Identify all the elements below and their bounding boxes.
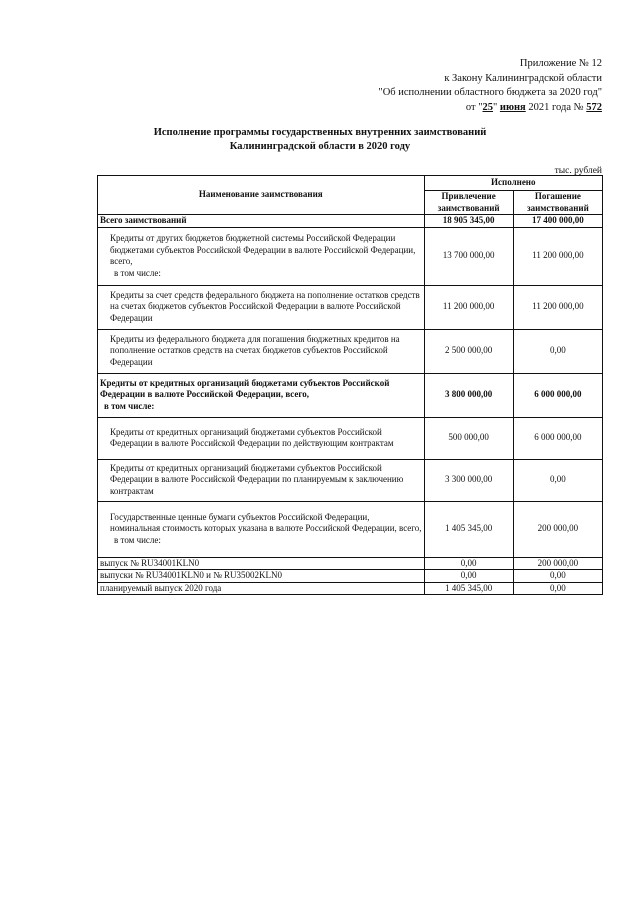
row-attraction: 3 800 000,00 <box>424 373 513 417</box>
title-line-1: Исполнение программы государственных внутренних заимствований <box>153 127 487 138</box>
table-row <box>98 582 603 595</box>
row-attraction: 1 405 345,00 <box>424 501 513 557</box>
row-name: планируемый выпуск 2020 года <box>98 582 425 595</box>
table-row <box>98 417 603 459</box>
row-repayment: 0,00 <box>513 459 602 501</box>
row-repayment: 11 200 000,00 <box>513 227 602 285</box>
table-row <box>98 557 603 570</box>
row-repayment: 200 000,00 <box>513 557 602 570</box>
appendix-number: Приложение № 12 <box>519 58 602 69</box>
row-repayment: 6 000 000,00 <box>513 373 602 417</box>
row-attraction: 0,00 <box>424 570 513 583</box>
row-repayment: 0,00 <box>513 329 602 373</box>
table-row <box>98 329 603 373</box>
table-row <box>98 285 603 329</box>
table-row <box>98 501 603 557</box>
row-name: Кредиты от кредитных организаций бюджетами субъектов Российской Федерации в валюте Российской Федерации, всего, в том числе: <box>98 373 425 417</box>
row-repayment: 200 000,00 <box>513 501 602 557</box>
row-attraction: 18 905 345,00 <box>424 215 513 228</box>
row-name: Кредиты от кредитных организаций бюджетами субъектов Российской Федерации в валюте Российской Федерации по действующим контрактам <box>98 417 425 459</box>
table-row <box>98 227 603 285</box>
row-attraction: 13 700 000,00 <box>424 227 513 285</box>
row-name: Кредиты за счет средств федерального бюджета на пополнение остатков средств на счетах бюджетов субъектов Российской Федерации в валюте Российской Федерации <box>98 285 425 329</box>
row-name: Кредиты от кредитных организаций бюджетами субъектов Российской Федерации в валюте Российской Федерации по планируемым к заключению контрактам <box>98 459 425 501</box>
row-repayment: 0,00 <box>513 570 602 583</box>
borrowings-table <box>97 175 603 595</box>
row-name: Всего заимствований <box>98 215 425 228</box>
row-attraction: 3 300 000,00 <box>424 459 513 501</box>
row-name: Кредиты от других бюджетов бюджетной системы Российской Федерации бюджетами субъектов Российской Федерации в валюте Российской Федерации, всего, в том числе: <box>98 227 425 285</box>
law-reference: к Закону Калининградской области <box>444 72 602 84</box>
row-repayment: 11 200 000,00 <box>513 285 602 329</box>
row-name: выпуски № RU34001KLN0 и № RU35002KLN0 <box>98 570 425 583</box>
row-attraction: 1 405 345,00 <box>424 582 513 595</box>
row-attraction: 2 500 000,00 <box>424 329 513 373</box>
column-header-executed: Исполнено <box>424 176 602 191</box>
row-attraction: 0,00 <box>424 557 513 570</box>
column-header-name: Наименование заимствования <box>98 176 425 215</box>
row-attraction: 11 200 000,00 <box>424 285 513 329</box>
row-attraction: 500 000,00 <box>424 417 513 459</box>
unit-label: тыс. рублей <box>554 166 602 176</box>
appendix-header <box>378 57 602 115</box>
table-row <box>98 373 603 417</box>
row-name: выпуск № RU34001KLN0 <box>98 557 425 570</box>
law-number: 572 <box>586 101 602 113</box>
row-repayment: 0,00 <box>513 582 602 595</box>
row-repayment: 17 400 000,00 <box>513 215 602 228</box>
document-title <box>0 126 640 154</box>
row-repayment: 6 000 000,00 <box>513 417 602 459</box>
table-row <box>98 570 603 583</box>
law-date: от "25" июня 2021 года № 572 <box>465 101 602 113</box>
title-line-2: Калининградской области в 2020 году <box>229 141 411 152</box>
column-header-attraction: Привлечение заимствований <box>424 191 513 215</box>
table-row <box>98 459 603 501</box>
column-header-repayment: Погашение заимствований <box>513 191 602 215</box>
table-row <box>98 215 603 228</box>
row-name: Кредиты из федерального бюджета для погашения бюджетных кредитов на пополнение остатков средств на счетах бюджетов субъектов Российской Федерации <box>98 329 425 373</box>
law-month: июня <box>499 101 526 113</box>
law-day: 25 <box>482 101 493 113</box>
law-title: "Об исполнении областного бюджета за 2020 год" <box>378 87 602 98</box>
row-name: Государственные ценные бумаги субъектов Российской Федерации, номинальная стоимость которых указана в валюте Российской Федерации, всего, в том числе: <box>98 501 425 557</box>
